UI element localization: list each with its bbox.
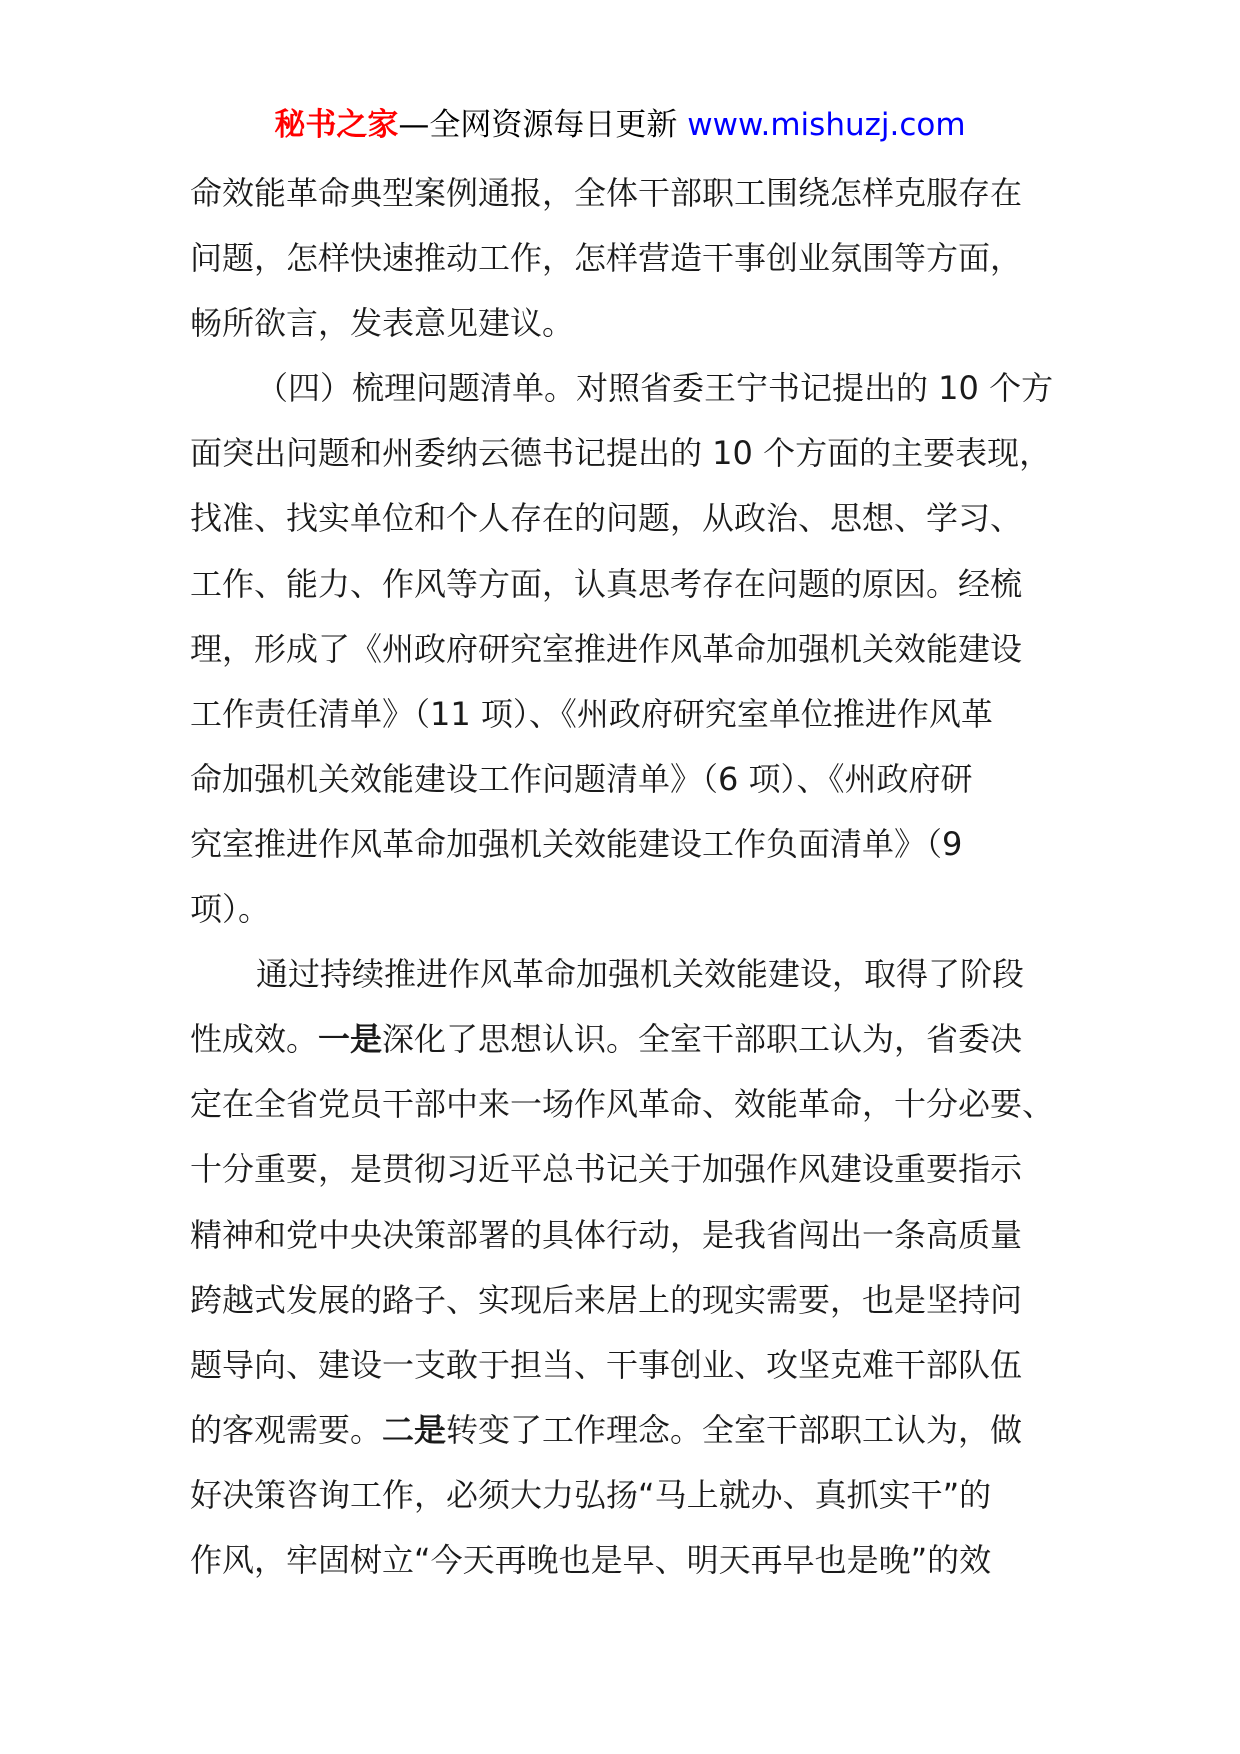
text-line: 工作、能力、作风等方面，认真思考存在问题的原因。经梳 (190, 564, 1023, 603)
text-line (190, 1007, 1050, 1072)
text-line: 命加强机关效能建设工作问题清单》（6 项）、《州政府研 (190, 759, 973, 798)
text-run: 转变了工作理念。全室干部职工认为，做 (446, 1410, 1023, 1449)
text-line: 跨越式发展的路子、实现后来居上的现实需要，也是坚持问 (190, 1280, 1023, 1319)
text-line: 项）。 (190, 890, 271, 929)
text-line: 十分重要，是贯彻习近平总书记关于加强作风建设重要指示 (190, 1150, 1023, 1189)
text-line: 作风，牢固树立“今天再晚也是早、明天再早也是晚”的效 (190, 1540, 992, 1579)
text-line (190, 1398, 1050, 1463)
text-line: 畅所欲言，发表意见建议。 (190, 304, 575, 343)
text-line: 定在全省党员干部中来一场作风革命、效能革命，十分必要、 (190, 1085, 1055, 1124)
text-line: 命效能革命典型案例通报，全体干部职工围绕怎样克服存在 (190, 174, 1023, 212)
text-line: 工作责任清单》（11 项）、《州政府研究室单位推进作风革 (190, 694, 993, 733)
emphasis-first-point: 一是 (318, 1020, 383, 1059)
text-line: 题导向、建设一支敢于担当、干事创业、攻坚克难干部队伍 (190, 1345, 1023, 1384)
emphasis-second-point: 二是 (382, 1410, 447, 1449)
text-line: 问题，怎样快速推动工作，怎样营造干事创业氛围等方面， (190, 239, 1023, 278)
text-line: 面突出问题和州委纳云德书记提出的 10 个方面的主要表现， (190, 434, 1052, 473)
text-line: 精神和党中央决策部署的具体行动，是我省闯出一条高质量 (190, 1215, 1023, 1254)
text-line: 通过持续推进作风革命加强机关效能建设，取得了阶段 (256, 955, 1025, 994)
text-line: 找准、找实单位和个人存在的问题，从政治、思想、学习、 (190, 499, 1023, 538)
text-line: 好决策咨询工作，必须大力弘扬“马上就办、真抓实干”的 (190, 1475, 992, 1514)
text-run: 深化了思想认识。全室干部职工认为，省委决 (382, 1020, 1023, 1059)
brand-name: 秘书之家 (274, 107, 399, 143)
document-body (190, 161, 1055, 1593)
header-tagline: —全网资源每日更新 (398, 107, 678, 143)
text-line: （四）梳理问题清单。对照省委王宁书记提出的 10 个方 (256, 369, 1054, 408)
text-run: 性成效。 (190, 1020, 319, 1059)
text-line: 理，形成了《州政府研究室推进作风革命加强机关效能建设 (190, 629, 1023, 668)
site-header (0, 100, 1240, 150)
text-run: 的客观需要。 (190, 1410, 383, 1449)
site-url-link[interactable]: www.mishuzj.com (687, 107, 966, 143)
text-line: 究室推进作风革命加强机关效能建设工作负面清单》（9 (190, 824, 963, 863)
